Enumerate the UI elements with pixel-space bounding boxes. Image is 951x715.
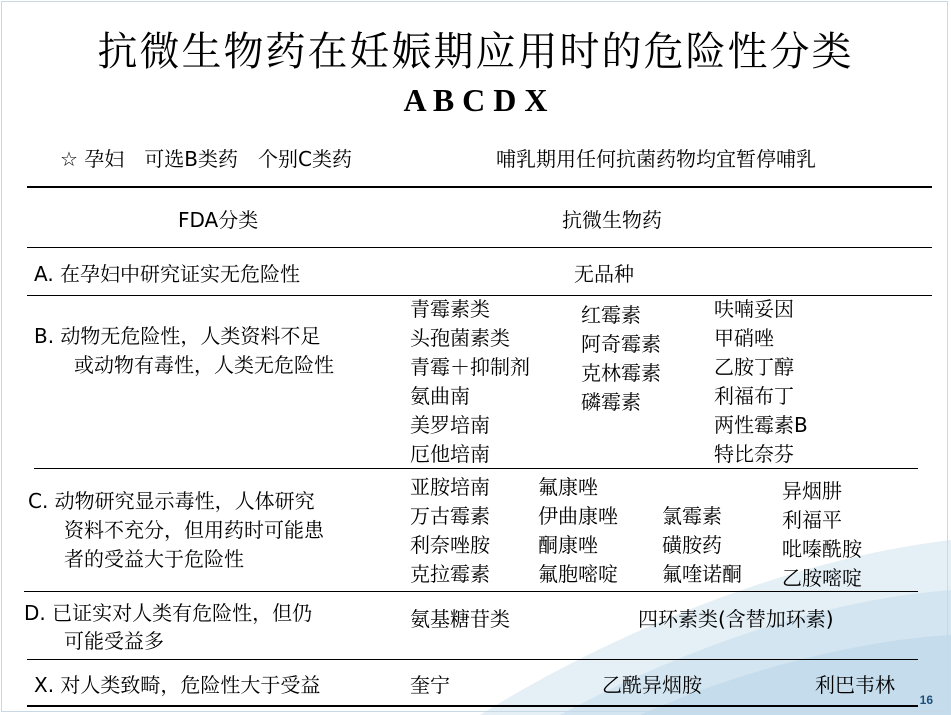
divider-top	[27, 186, 932, 188]
note-left: ☆ 孕妇 可选B类药 个别C类药	[60, 147, 352, 171]
drug-name: 磺胺药	[662, 533, 722, 557]
drug-name: 阿奇霉素	[581, 332, 661, 356]
row-c-description-1: C. 动物研究显示毒性，人体研究	[28, 489, 315, 513]
row-a-drugs: 无品种	[574, 262, 634, 286]
row-b-drugs-col1	[410, 295, 530, 469]
drug-name: 利奈唑胺	[410, 533, 490, 557]
drug-name: 克林霉素	[581, 361, 661, 385]
divider-c	[24, 591, 918, 592]
drug-name: 美罗培南	[410, 413, 490, 437]
drug-name: 氟康唑	[538, 475, 598, 499]
row-c-description-2: 资料不充分，但用药时可能患	[64, 518, 324, 542]
drug-name: 氟喹诺酮	[662, 562, 742, 586]
drug-name: 氯霉素	[662, 504, 722, 528]
row-b-drugs-col2	[581, 301, 661, 417]
drug-name: 氨曲南	[410, 384, 470, 408]
drug-name: 酮康唑	[538, 533, 598, 557]
drug-name: 头孢菌素类	[410, 326, 510, 350]
row-x-drug-1: 奎宁	[410, 673, 450, 697]
divider-b	[34, 468, 918, 469]
drug-name: 青霉素类	[410, 297, 490, 321]
row-c-drugs-col4	[782, 477, 862, 593]
drug-name: 利福布丁	[714, 384, 794, 408]
drug-name: 两性霉素B	[714, 413, 808, 437]
row-b-drugs-col3	[714, 295, 808, 469]
drug-name: 利福平	[782, 508, 842, 532]
drug-name: 磷霉素	[581, 390, 641, 414]
divider-header	[27, 247, 932, 248]
row-b-description-1: B. 动物无危险性，人类资料不足	[34, 324, 321, 348]
drug-name: 吡嗪酰胺	[782, 537, 862, 561]
row-a-description: A. 在孕妇中研究证实无危险性	[34, 262, 301, 286]
drug-name: 氟胞嘧啶	[538, 562, 618, 586]
divider-d	[27, 659, 918, 660]
drug-name: 青霉＋抑制剂	[410, 355, 530, 379]
divider-bottom	[27, 705, 918, 707]
header-antimicrobials: 抗微生物药	[562, 208, 662, 232]
drug-name: 乙胺丁醇	[714, 355, 794, 379]
drug-name: 克拉霉素	[410, 562, 490, 586]
drug-name: 万古霉素	[410, 504, 490, 528]
drug-name: 乙胺嘧啶	[782, 566, 862, 590]
drug-name: 甲硝唑	[714, 326, 774, 350]
row-b-description-2: 或动物有毒性，人类无危险性	[74, 353, 334, 377]
row-c-drugs-col1	[410, 473, 490, 589]
row-d-description-2: 可能受益多	[64, 629, 164, 653]
row-d-description-1: D. 已证实对人类有危险性，但仍	[24, 601, 313, 625]
row-d-drug-2: 四环素类(含替加环素)	[638, 607, 834, 631]
slide-title: 抗微生物药在妊娠期应用时的危险性分类	[97, 29, 854, 75]
row-c-drugs-col2	[538, 473, 618, 589]
drug-name: 厄他培南	[410, 442, 490, 466]
slide-subtitle: A B C D X	[403, 82, 548, 118]
drug-name: 红霉素	[581, 303, 641, 327]
row-c-drugs-col3	[662, 502, 742, 589]
drug-name: 伊曲康唑	[538, 504, 618, 528]
drug-name: 亚胺培南	[410, 475, 490, 499]
row-c-description-3: 者的受益大于危险性	[64, 547, 244, 571]
note-right: 哺乳期用任何抗菌药物均宜暂停哺乳	[496, 147, 816, 171]
drug-name: 呋喃妥因	[714, 297, 794, 321]
row-x-drug-2: 乙酰异烟胺	[602, 673, 702, 697]
row-x-description: X. 对人类致畸，危险性大于受益	[34, 673, 321, 697]
drug-name: 异烟肼	[782, 479, 842, 503]
row-x-drug-3: 利巴韦林	[815, 673, 895, 697]
drug-name: 特比奈芬	[714, 442, 794, 466]
page-number: 16	[919, 693, 933, 707]
header-fda-class: FDA分类	[178, 208, 259, 232]
row-d-drug-1: 氨基糖苷类	[410, 607, 510, 631]
